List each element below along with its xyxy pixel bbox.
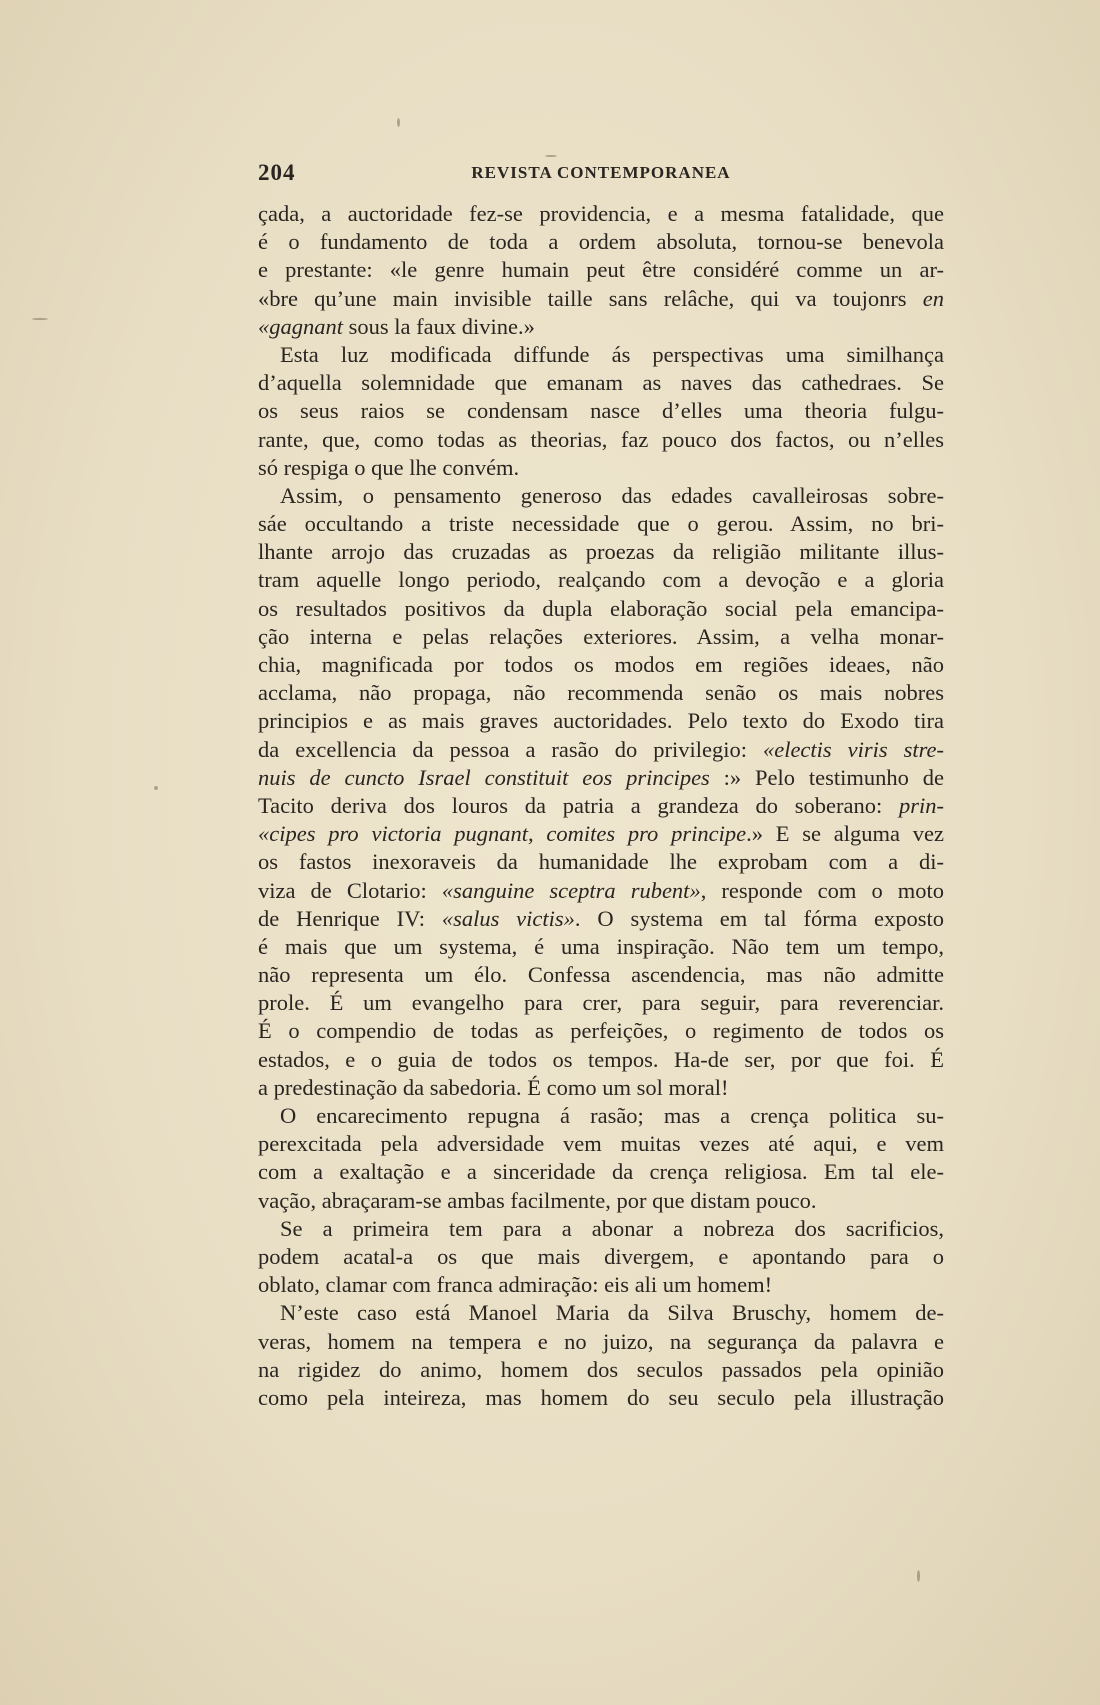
text-line — [258, 1130, 944, 1158]
italic-quote: «gagnant — [258, 313, 344, 339]
text-line — [258, 228, 944, 256]
italic-quote: «salus victis» — [441, 905, 575, 931]
text-line — [258, 1158, 944, 1186]
text-segment: podem acatal-a os que mais divergem, e apontando para o — [258, 1243, 944, 1269]
paper-speck — [32, 318, 48, 320]
text-line — [258, 256, 944, 284]
text-segment: Se a primeira tem para a abonar a nobreza dos sacrificios, — [280, 1215, 944, 1241]
text-line — [258, 1271, 944, 1299]
text-segment: sáe occultando a triste necessidade que o gerou. Assim, no bri- — [258, 511, 944, 537]
text-segment: .» E se alguma vez — [746, 821, 945, 847]
text-segment: acclama, não propaga, não recommenda senão os mais nobres — [258, 680, 944, 706]
text-segment: da excellencia da pessoa a rasão do privilegio: — [258, 736, 763, 762]
text-segment: lhante arrojo das cruzadas as proezas da religião militante illus- — [258, 539, 944, 565]
text-segment: Assim, o pensamento generoso das edades cavalleirosas sobre- — [280, 482, 944, 508]
paper-speck — [545, 155, 557, 157]
text-segment: de Henrique IV: — [258, 905, 442, 931]
text-segment: principios e as mais graves auctoridades. Pelo texto do Exodo tira — [258, 708, 944, 734]
text-line — [258, 679, 944, 707]
text-line — [258, 595, 944, 623]
paper-speck — [154, 786, 158, 790]
text-segment: como pela inteireza, mas homem do seu seculo pela illustração — [258, 1384, 944, 1410]
text-line — [258, 1384, 944, 1412]
text-segment: prole. É um evangelho para crer, para seguir, para reverenciar. — [258, 990, 944, 1016]
text-segment: d’aquella solemnidade que emanam as naves das cathedraes. Se — [258, 370, 944, 396]
text-line — [258, 566, 944, 594]
text-line — [258, 313, 944, 341]
text-line — [258, 933, 944, 961]
text-line — [258, 1299, 944, 1327]
italic-quote: prin- — [899, 792, 944, 818]
text-line — [258, 905, 944, 933]
text-segment: é mais que um systema, é uma inspiração. Não tem um tempo, — [258, 933, 944, 959]
text-line — [258, 426, 944, 454]
text-segment: . O systema em tal fórma exposto — [574, 905, 945, 931]
paper-speck — [917, 1570, 920, 1582]
text-segment: sous la faux divine.» — [343, 313, 535, 339]
text-segment: perexcitada pela adversidade vem muitas vezes até aqui, e vem — [258, 1131, 944, 1157]
italic-quote: «electis viris stre- — [762, 736, 944, 762]
text-segment: ção interna e pelas relações exteriores. Assim, a velha monar- — [258, 623, 944, 649]
text-line — [258, 961, 944, 989]
text-segment: os resultados positivos da dupla elaboração social pela emancipa- — [258, 595, 944, 621]
text-line — [258, 848, 944, 876]
running-head: REVISTA CONTEMPORANEA — [471, 163, 731, 182]
italic-quote: «sanguine sceptra rubent» — [441, 877, 701, 903]
page-header — [258, 160, 944, 190]
text-line — [258, 736, 944, 764]
text-line — [258, 623, 944, 651]
text-segment: os fastos inexoraveis da humanidade lhe exprobam com a di- — [258, 849, 944, 875]
text-segment: é o fundamento de toda a ordem absoluta, tornou-se benevola — [258, 229, 944, 255]
text-line — [258, 285, 944, 313]
text-segment: estados, e o guia de todos os tempos. Ha-de ser, por que foi. É — [258, 1046, 944, 1072]
text-line — [258, 482, 944, 510]
text-line — [258, 1356, 944, 1384]
text-line — [258, 538, 944, 566]
text-line — [258, 1243, 944, 1271]
text-segment: só respiga o que lhe convém. — [258, 454, 520, 480]
text-segment: não representa um élo. Confessa ascendencia, mas não admitte — [258, 962, 944, 988]
text-line — [258, 1017, 944, 1045]
text-segment: oblato, clamar com franca admiração: eis ali um homem! — [258, 1272, 773, 1298]
text-segment: com a exaltação e a sinceridade da crença religiosa. Em tal ele- — [258, 1159, 944, 1185]
text-line — [258, 1215, 944, 1243]
text-line — [258, 877, 944, 905]
text-segment: vação, abraçaram-se ambas facilmente, por que distam pouco. — [258, 1187, 817, 1213]
text-segment: , responde com o moto — [700, 877, 944, 903]
italic-quote: en — [922, 285, 944, 311]
text-line — [258, 1328, 944, 1356]
text-line — [258, 989, 944, 1017]
text-segment: na rigidez do animo, homem dos seculos passados pela opinião — [258, 1356, 944, 1382]
italic-quote: nuis de cuncto Israel constituit eos principes — [258, 764, 710, 790]
text-line — [258, 651, 944, 679]
text-segment: tram aquelle longo periodo, realçando com a devoção e a gloria — [258, 567, 944, 593]
text-line — [258, 1187, 944, 1215]
text-line — [258, 510, 944, 538]
text-line — [258, 1074, 944, 1102]
body-text — [258, 200, 944, 1412]
text-line — [258, 369, 944, 397]
text-segment: a predestinação da sabedoria. É como um sol moral! — [258, 1074, 729, 1100]
text-segment: e prestante: «le genre humain peut être considéré comme un ar- — [258, 257, 944, 283]
text-line — [258, 764, 944, 792]
text-segment: É o compendio de todas as perfeições, o regimento de todos os — [258, 1018, 944, 1044]
text-line — [258, 1102, 944, 1130]
text-segment: Tacito deriva dos louros da patria a grandeza do soberano: — [258, 792, 899, 818]
text-segment: Esta luz modificada diffunde ás perspectivas uma similhança — [280, 341, 944, 367]
text-segment: N’este caso está Manoel Maria da Silva Bruschy, homem de- — [280, 1300, 944, 1326]
text-segment: viza de Clotario: — [258, 877, 442, 903]
text-segment: çada, a auctoridade fez-se providencia, e a mesma fatalidade, que — [258, 201, 944, 226]
text-line — [258, 1046, 944, 1074]
text-line — [258, 792, 944, 820]
paper-speck — [397, 118, 400, 127]
text-line — [258, 707, 944, 735]
text-line — [258, 454, 944, 482]
text-segment: rante, que, como todas as theorias, faz pouco dos factos, ou n’elles — [258, 426, 944, 452]
page-number: 204 — [258, 160, 296, 185]
text-segment: os seus raios se condensam nasce d’elles uma theoria fulgu- — [258, 398, 944, 424]
text-segment: :» Pelo testimunho de — [709, 764, 944, 790]
text-line — [258, 820, 944, 848]
text-line — [258, 200, 944, 228]
text-segment: O encarecimento repugna á rasão; mas a crença politica su- — [280, 1103, 944, 1128]
text-segment: «bre qu’une main invisible taille sans relâche, qui va toujonrs — [258, 285, 923, 311]
text-line — [258, 397, 944, 425]
text-segment: veras, homem na tempera e no juizo, na segurança da palavra e — [258, 1328, 944, 1354]
text-line — [258, 341, 944, 369]
italic-quote: «cipes pro victoria pugnant, comites pro principe — [258, 821, 747, 847]
text-segment: chia, magnificada por todos os modos em regiões ideaes, não — [258, 652, 944, 677]
